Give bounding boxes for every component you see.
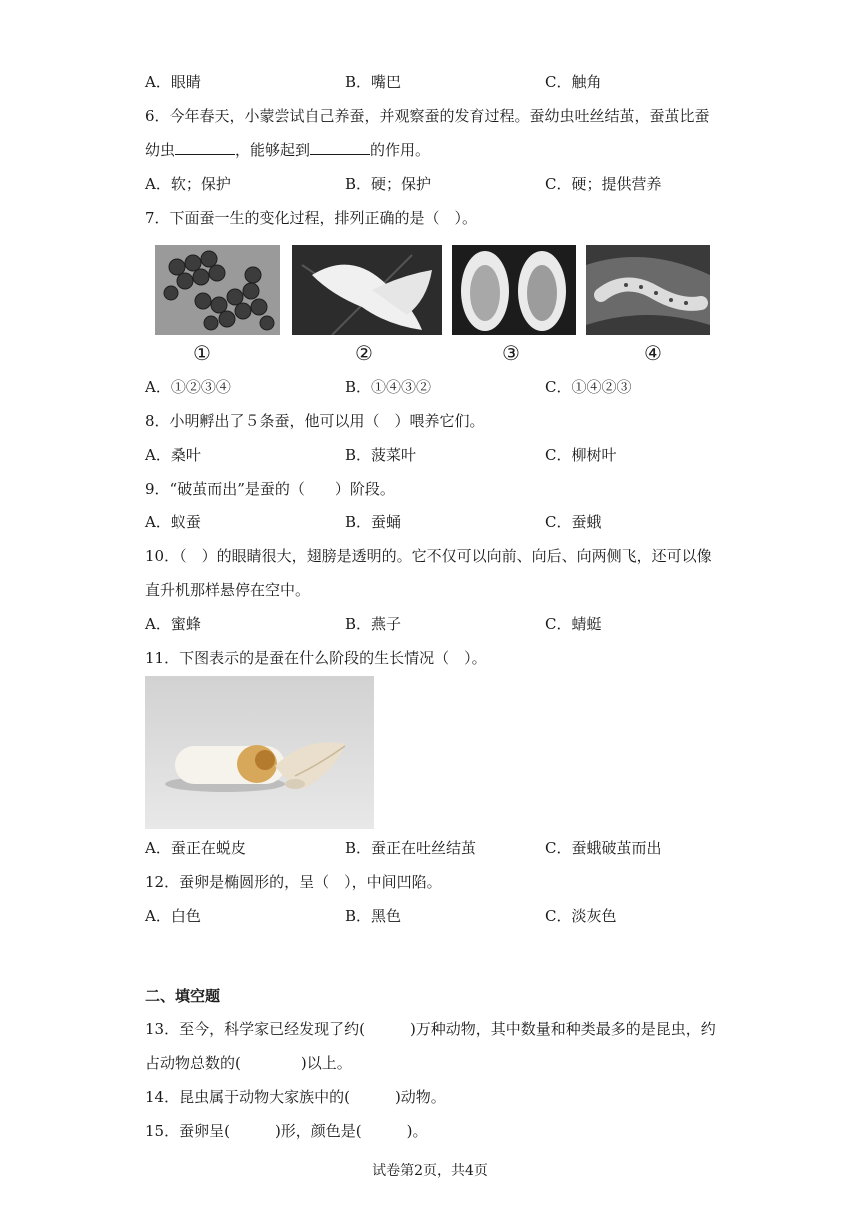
q11-stem: 11．下图表示的是蚕在什么阶段的生长情况（ ）。 bbox=[145, 649, 487, 667]
q7-option-c[interactable]: C．①④②③ bbox=[545, 378, 632, 396]
q7-option-b[interactable]: B．①④③② bbox=[345, 378, 432, 396]
q11-option-a[interactable]: A．蚕正在蜕皮 bbox=[145, 839, 246, 857]
q12-stem: 12．蚕卵是椭圆形的，呈（ ），中间凹陷。 bbox=[145, 873, 442, 891]
silkworm-eggs-image bbox=[155, 245, 280, 335]
q6-option-a[interactable]: A．软；保护 bbox=[145, 175, 231, 193]
q14-stem: 14．昆虫属于动物大家族中的( )动物。 bbox=[145, 1088, 446, 1106]
silkworm-pupa-image bbox=[452, 245, 576, 335]
q6-text-c: 的作用。 bbox=[370, 141, 431, 159]
section-heading-fill-in: 二、填空题 bbox=[145, 987, 221, 1005]
image-label-2: ② bbox=[355, 341, 373, 365]
q6-stem-line1: 6．今年春天，小蒙尝试自己养蚕，并观察蚕的发育过程。蚕幼虫吐丝结茧，蚕茧比蚕 bbox=[145, 107, 710, 125]
q6-blank-1 bbox=[175, 140, 235, 155]
q9-option-c[interactable]: C．蚕蛾 bbox=[545, 513, 602, 531]
q8-option-c[interactable]: C．柳树叶 bbox=[545, 446, 617, 464]
q12-option-a[interactable]: A．白色 bbox=[145, 907, 201, 925]
q7-option-a[interactable]: A．①②③④ bbox=[145, 378, 231, 396]
moth-emerging-image bbox=[145, 676, 374, 829]
image-label-4: ④ bbox=[644, 341, 662, 365]
q8-stem: 8．小明孵出了５条蚕，他可以用（ ）喂养它们。 bbox=[145, 412, 485, 430]
q10-option-c[interactable]: C．蜻蜓 bbox=[545, 615, 602, 633]
q9-option-b[interactable]: B．蚕蛹 bbox=[345, 513, 402, 531]
q6-option-b[interactable]: B．硬；保护 bbox=[345, 175, 432, 193]
q12-option-b[interactable]: B．黑色 bbox=[345, 907, 402, 925]
image-label-3: ③ bbox=[502, 341, 520, 365]
q5-option-a[interactable]: A．眼睛 bbox=[145, 73, 201, 91]
q11-option-c[interactable]: C．蚕蛾破茧而出 bbox=[545, 839, 662, 857]
q6-blank-2 bbox=[310, 140, 370, 155]
q6-option-c[interactable]: C．硬；提供营养 bbox=[545, 175, 662, 193]
q12-option-c[interactable]: C．淡灰色 bbox=[545, 907, 617, 925]
q13-stem-line1: 13．至今，科学家已经发现了约( )万种动物，其中数量和种类最多的是昆虫，约 bbox=[145, 1020, 716, 1038]
q5-option-b[interactable]: B．嘴巴 bbox=[345, 73, 402, 91]
q6-text-b: ，能够起到 bbox=[235, 141, 311, 159]
q10-stem-line1: 10．（ ）的眼睛很大，翅膀是透明的。它不仅可以向前、向后、向两侧飞，还可以像 bbox=[145, 547, 712, 565]
silkworm-moth-image bbox=[292, 245, 442, 335]
q7-stem: 7．下面蚕一生的变化过程，排列正确的是（ ）。 bbox=[145, 209, 478, 227]
q9-stem: 9．“破茧而出”是蚕的（ ）阶段。 bbox=[145, 480, 395, 498]
q13-stem-line2: 占动物总数的( )以上。 bbox=[145, 1054, 352, 1072]
page-footer: 试卷第2页，共4页 bbox=[372, 1163, 488, 1179]
q6-stem-line2 bbox=[145, 140, 430, 160]
q15-stem: 15．蚕卵呈( )形，颜色是( )。 bbox=[145, 1122, 428, 1140]
q5-option-c[interactable]: C．触角 bbox=[545, 73, 602, 91]
q10-option-a[interactable]: A．蜜蜂 bbox=[145, 615, 201, 633]
q10-option-b[interactable]: B．燕子 bbox=[345, 615, 402, 633]
q8-option-b[interactable]: B．菠菜叶 bbox=[345, 446, 417, 464]
q8-option-a[interactable]: A．桑叶 bbox=[145, 446, 201, 464]
q9-option-a[interactable]: A．蚁蚕 bbox=[145, 513, 201, 531]
silkworm-larva-image bbox=[586, 245, 710, 335]
q10-stem-line2: 直升机那样悬停在空中。 bbox=[145, 581, 311, 599]
image-label-1: ① bbox=[193, 341, 211, 365]
q11-option-b[interactable]: B．蚕正在吐丝结茧 bbox=[345, 839, 477, 857]
q6-text-a: 幼虫 bbox=[145, 141, 176, 159]
